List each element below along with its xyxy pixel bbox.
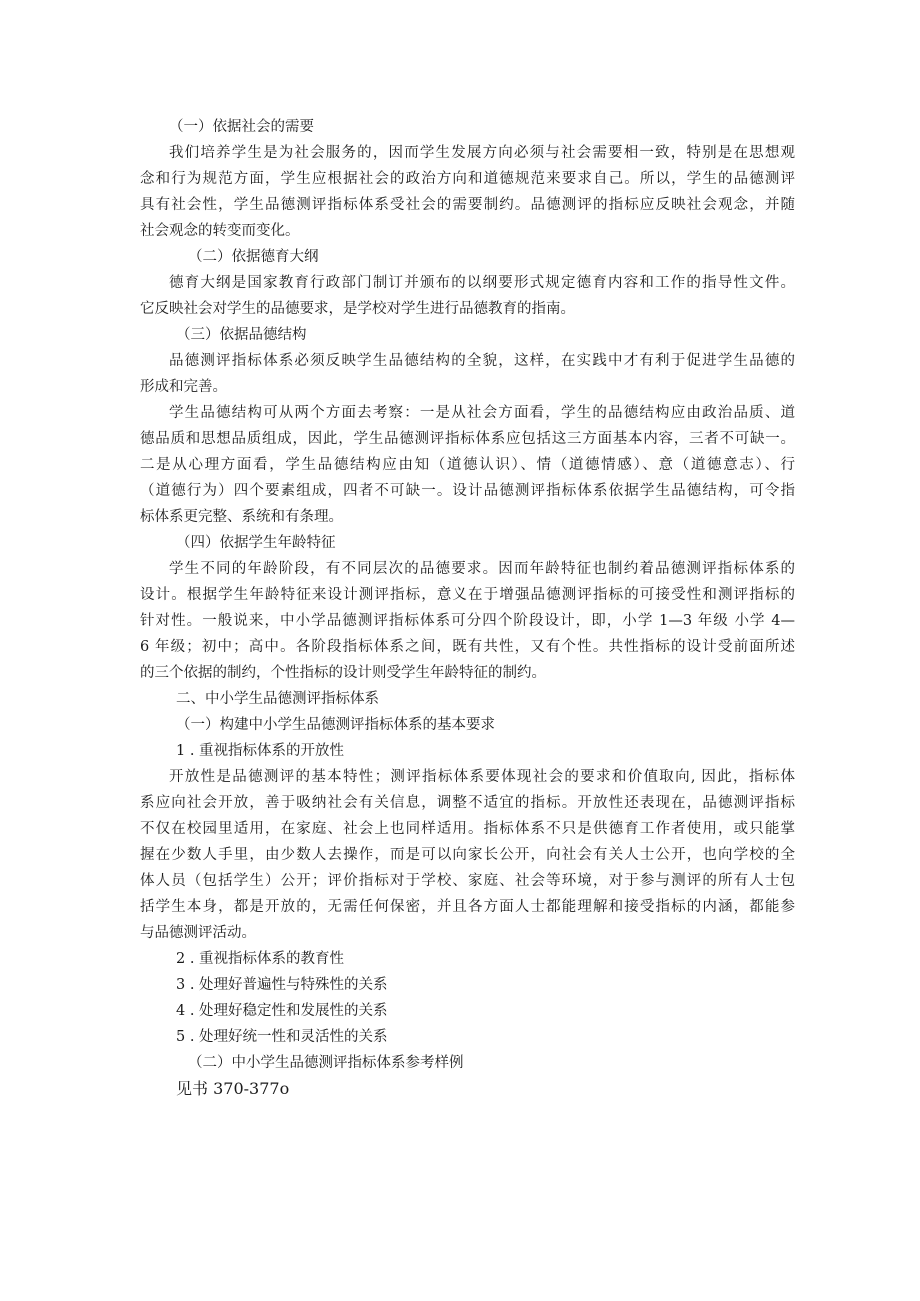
- paragraph-openness: [140, 764, 795, 946]
- paragraph-line: 德品质和思想品质组成，因此，学生品德测评指标体系应包括这三方面基本内容，三者不可缺一。: [140, 431, 795, 447]
- numbered-item-stability: 4 . 处理好稳定性和发展性的关系: [176, 1003, 388, 1019]
- paragraph-line: 具有社会性，学生品德测评指标体系受社会的需要制约。品德测评的指标应反映社会观念，并随: [140, 197, 795, 213]
- paragraph-line: 形成和完善。: [140, 379, 227, 395]
- heading-basis-age: （四）依据学生年龄特征: [176, 535, 336, 551]
- paragraph-line: 标体系更完整、系统和有条理。: [140, 509, 343, 525]
- paragraph-line: 设计。根据学生年龄特征来设计测评指标，意义在于增强品德测评指标的可接受性和测评指标的: [140, 587, 795, 603]
- paragraph-structure-aspects: [140, 400, 795, 530]
- heading-basis-moral-structure: （三）依据品德结构: [176, 327, 307, 343]
- paragraph-line: 念和行为规范方面，学生应根据社会的政治方向和道德规范来要求自己。所以，学生的品德测评: [140, 171, 795, 187]
- paragraph-line: 德育大纲是国家教育行政部门制订并颁布的以纲要形式规定德育内容和工作的指导性文件。: [169, 275, 795, 291]
- section-title-index-system: 二、中小学生品德测评指标体系: [176, 691, 379, 707]
- paragraph-line: 学生不同的年龄阶段，有不同层次的品德要求。因而年龄特征也制约着品德测评指标体系的: [169, 561, 795, 577]
- numbered-item-education: 2 . 重视指标体系的教育性: [176, 951, 345, 967]
- numbered-item-universality: 3 . 处理好普遍性与特殊性的关系: [176, 977, 388, 993]
- paragraph-line: 6 年级；初中；高中。各阶段指标体系之间，既有共性，又有个性。共性指标的设计受前面所述: [140, 639, 795, 655]
- paragraph-line: 针对性。一般说来，中小学品德测评指标体系可分四个阶段设计，即，小学 1—3 年级 小学 4—: [140, 613, 795, 629]
- document-body: [140, 114, 795, 1102]
- paragraph-line: 品德测评指标体系必须反映学生品德结构的全貌，这样，在实践中才有利于促进学生品德的: [169, 353, 795, 369]
- paragraph-line: 学生品德结构可从两个方面去考察：一是从社会方面看，学生的品德结构应由政治品质、道: [169, 405, 795, 421]
- heading-reference-example: （二）中小学生品德测评指标体系参考样例: [188, 1055, 464, 1071]
- paragraph-line: 不仅在校园里适用，在家庭、社会上也同样适用。指标体系不只是供德育工作者使用，或只能掌: [140, 821, 795, 837]
- heading-basic-requirements: （一）构建中小学生品德测评指标体系的基本要求: [176, 717, 495, 733]
- paragraph-moral-structure: [140, 348, 795, 400]
- heading-basis-moral-outline: （二）依据德育大纲: [188, 249, 319, 265]
- paragraph-line: 我们培养学生是为社会服务的，因而学生发展方向必须与社会需要相一致，特别是在思想观: [169, 145, 795, 161]
- paragraph-line: 体人员（包括学生）公开；评价指标对于学校、家庭、社会等环境，对于参与测评的所有人士包: [140, 873, 795, 889]
- paragraph-line: 与品德测评活动。: [140, 925, 256, 941]
- paragraph-line: 的三个依据的制约，个性指标的设计则受学生年龄特征的制约。: [140, 665, 546, 681]
- numbered-item-unity: 5 . 处理好统一性和灵活性的关系: [176, 1029, 388, 1045]
- paragraph-society: [140, 140, 795, 244]
- paragraph-line: 括学生本身，都是开放的，无需任何保密，并且各方面人士都能理解和接受指标的内涵，都能参: [140, 899, 795, 915]
- numbered-item-openness: 1 . 重视指标体系的开放性: [176, 743, 345, 759]
- paragraph-line: 社会观念的转变而变化。: [140, 223, 300, 239]
- paragraph-line: （道德行为）四个要素组成，四者不可缺一。设计品德测评指标体系依据学生品德结构，可令指: [140, 483, 795, 499]
- paragraph-line: 系应向社会开放，善于吸纳社会有关信息，调整不适宜的指标。开放性还表现在，品德测评指标: [140, 795, 795, 811]
- paragraph-age: [140, 556, 795, 686]
- paragraph-line: 握在少数人手里，由少数人去操作，而是可以向家长公开，向社会有关人士公开，也向学校的全: [140, 847, 795, 863]
- paragraph-line: 开放性是品德测评的基本特性；测评指标体系要体现社会的要求和价值取向, 因此，指标体: [169, 769, 795, 785]
- paragraph-line: 二是从心理方面看，学生品德结构应由知（道德认识）、情（道德情感）、意（道德意志）、行: [140, 457, 795, 473]
- paragraph-moral-outline: [140, 270, 795, 322]
- paragraph-line: 它反映社会对学生的品德要求，是学校对学生进行品德教育的指南。: [140, 301, 575, 317]
- book-reference: 见书 370-377o: [176, 1079, 290, 1098]
- heading-basis-society: （一）依据社会的需要: [169, 119, 314, 135]
